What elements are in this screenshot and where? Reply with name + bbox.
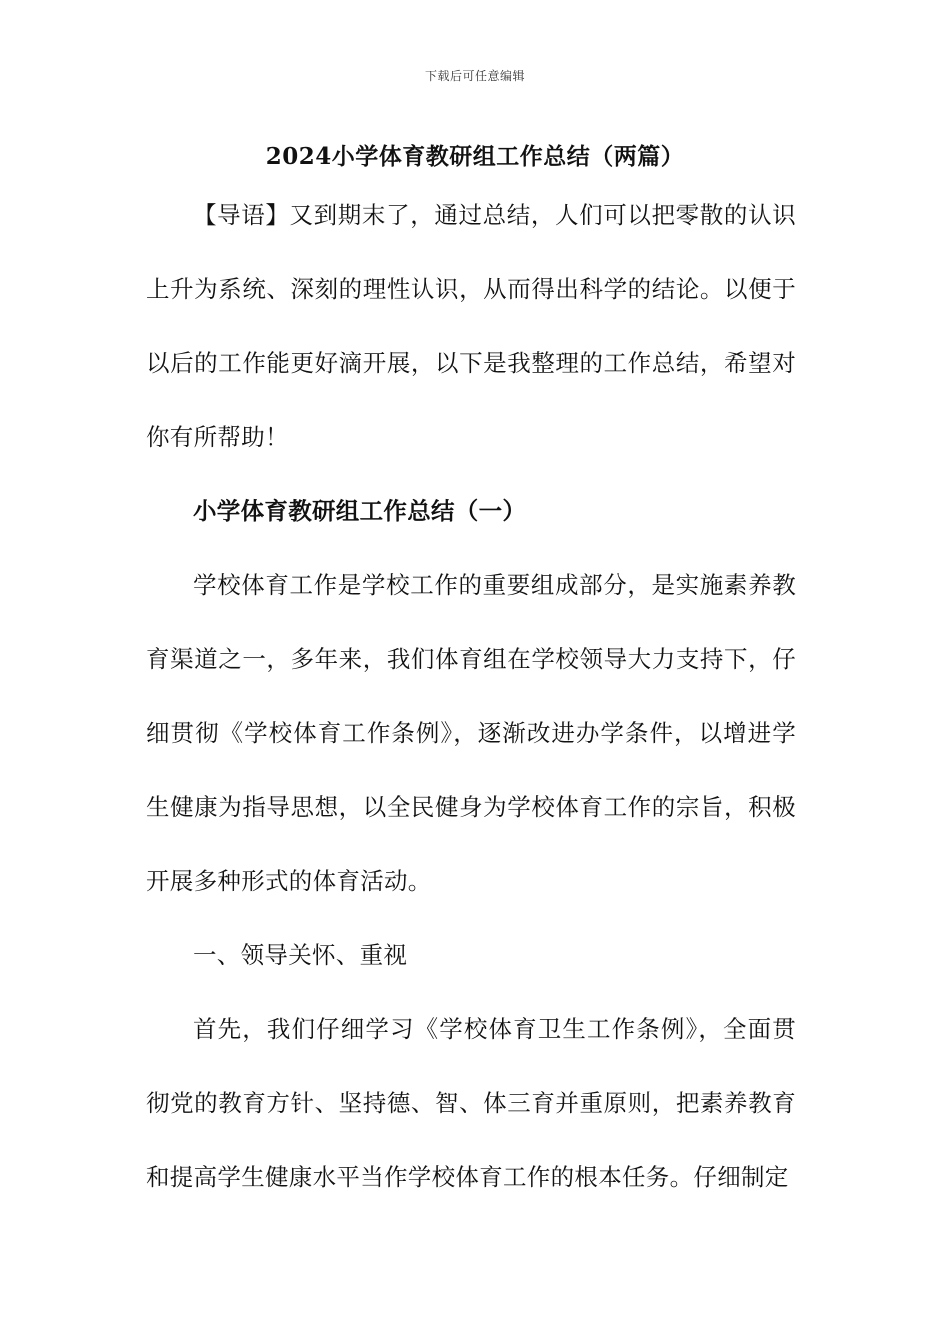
body-paragraph: 学校体育工作是学校工作的重要组成部分，是实施素养教育渠道之一，多年来，我们体育组在学校领导大力支持下，仔细贯彻《学校体育工作条例》，逐渐改进办学条件，以增进学生健康为指导思想，以全民健身为学校体育工作的宗旨，积极开展多种形式的体育活动。: [146, 571, 796, 895]
header-note: 下载后可任意编辑: [424, 69, 525, 83]
body-paragraph: 首先，我们仔细学习《学校体育卫生工作条例》，全面贯彻党的教育方针、坚持德、智、体三育并重原则，把素养教育和提高学生健康水平当作学校体育工作的根本任务。仔细制定: [146, 1015, 796, 1191]
intro-paragraph: 【导语】又到期末了，通过总结，人们可以把零散的认识上升为系统、深刻的理性认识，从而得出科学的结论。以便于以后的工作能更好滴开展，以下是我整理的工作总结，希望对你有所帮助！: [146, 201, 796, 451]
section-heading: 小学体育教研组工作总结（一）: [193, 497, 527, 525]
subsection-heading: 一、领导关怀、重视: [193, 941, 408, 969]
document-title: 2024小学体育教研组工作总结（两篇）: [265, 143, 685, 170]
document-body: [146, 178, 796, 1214]
